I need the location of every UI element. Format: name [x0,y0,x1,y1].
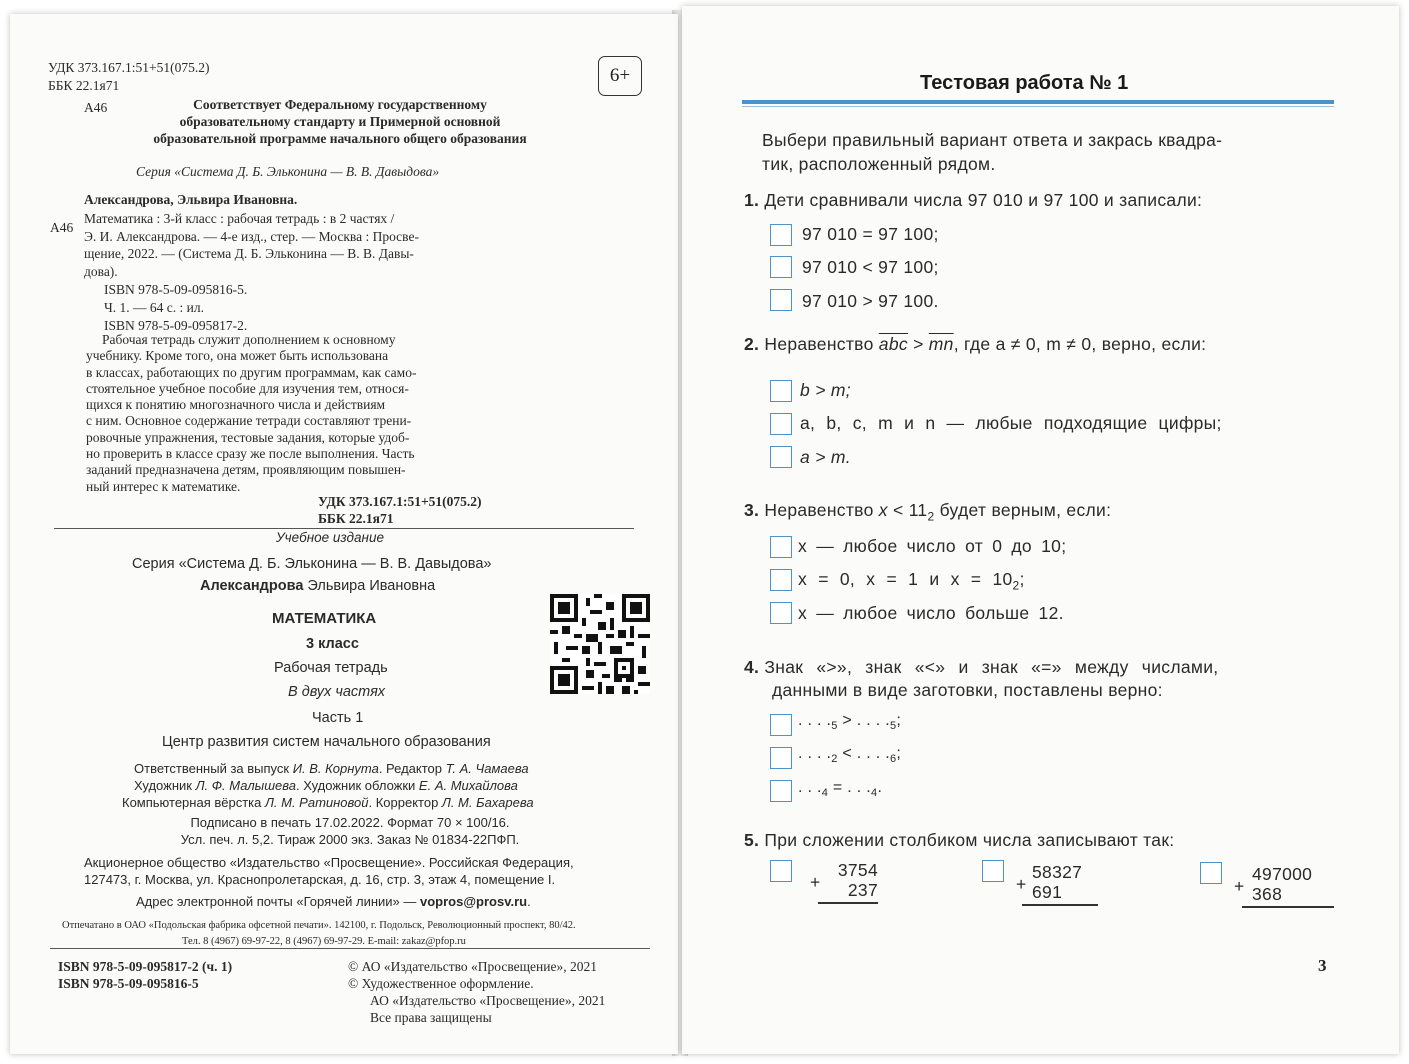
isbn-full: ISBN 978-5-09-095816-5. [104,282,248,297]
answer-checkbox[interactable] [770,602,792,624]
annotation-line: но проверить в классе сразу же после выполнения. Часть [86,446,415,462]
page-number: 3 [1318,956,1327,975]
copyright-line: АО «Издательство «Просвещение», 2021 [370,993,606,1008]
standard-line: Соответствует Федеральному государственному [193,97,487,112]
publisher-address [84,854,574,888]
annotation-line: с ним. Основное содержание тетради составляют трени- [86,413,412,429]
series-name: Серия «Система Д. Б. Эльконина — В. В. Давыдова» [132,556,492,572]
answer-checkbox[interactable] [770,780,792,802]
book-type: Рабочая тетрадь [274,660,388,676]
addend: 691 [1032,882,1063,902]
answer-checkbox[interactable] [982,860,1004,882]
intro-text [762,128,1222,176]
answer-checkbox[interactable] [770,289,792,311]
number-abc: $\overline{abc}$ [878,334,908,354]
bbk-code-bottom: ББК 22.1я71 [318,511,394,526]
question-4: 4. Знак «>», знак «<» и знак «=» между числами, данными в виде заготовки, поставлены верно: [744,657,1219,700]
question-4-line: Знак «>», знак «<» и знак «=» между числами, [764,657,1219,677]
biblio-line: Э. И. Александрова. — 4-е изд., стер. — Москва : Просве- [84,228,419,244]
print-line: Усл. печ. л. 5,2. Тираж 2000 экз. Заказ № 01834-22ПФП. [180,832,520,847]
standard-line: образовательной программе начального общего образования [153,131,527,146]
divider [50,948,650,949]
age-rating-badge: 6+ [598,56,642,96]
qr-code-icon[interactable] [550,592,650,696]
title-underline [742,100,1334,104]
part-number: Часть 1 [312,710,364,726]
annotation-line: стоятельное учебное пособие для изучения тем, относя- [86,380,409,396]
question-1-text: Дети сравнивали числа 97 010 и 97 100 и записали: [764,190,1203,210]
part-pages: Ч. 1. — 64 с. : ил. [104,300,204,315]
left-page-imprint [10,14,678,1054]
sum-line [1242,906,1334,908]
q4-option-3: . . $._4$ = . . $._4$. [798,779,883,800]
author-name [200,578,435,594]
annotation-line: учебнику. Кроме того, она может быть использована [86,348,389,364]
parts-count: В двух частях [288,684,386,700]
isbn-footer [58,958,232,992]
credit-line: Художник Л. Ф. Малышева. Художник обложки Е. А. Михайлова [134,778,518,793]
udk-code-bottom: УДК 373.167.1:51+51(075.2) [318,494,482,509]
q1-option-3: 97 010 > 97 100. [802,291,939,311]
plus-sign: + [810,872,821,892]
q1-option-1: 97 010 = 97 100; [802,224,939,244]
series-italic: Серия «Система Д. Б. Эльконина — В. В. Давыдова» [136,164,440,179]
question-4-line: данными в виде заготовки, поставлены верно: [772,680,1163,700]
question-2: 2. Неравенство $\overline{abc} > \overline{mn}$, где a ≠ 0, m ≠ 0, верно, если: [744,334,1207,354]
answer-checkbox[interactable] [770,256,792,278]
title-underline-thin [742,106,1334,107]
intro-line: тик, расположенный рядом. [762,154,996,174]
q1-option-2: 97 010 < 97 100; [802,257,939,277]
copyright-line: © АО «Издательство «Просвещение», 2021 [348,959,597,974]
isbn-part: ISBN 978-5-09-095817-2. [104,318,248,333]
publisher-line: 127473, г. Москва, ул. Краснопролетарская, д. 16, стр. 3, этаж 4, помещение I. [84,872,556,887]
email-link[interactable]: vopros@prosv.ru [420,894,528,909]
test-title: Тестовая работа № 1 [920,72,1129,94]
question-5-text: При сложении столбиком числа записывают так: [764,830,1175,850]
author-last-name: Александрова [200,578,304,594]
question-5: 5. При сложении столбиком числа записывают так: [744,830,1175,850]
biblio-line: щение, 2022. — (Система Д. Б. Эльконина — В. В. Давы- [84,246,414,261]
sum-2 [1032,862,1102,902]
plus-sign: + [1016,874,1027,894]
annotation-line: Рабочая тетрадь служит дополнением к основному [102,332,396,347]
answer-checkbox[interactable] [770,224,792,246]
publisher-line: Акционерное общество «Издательство «Просвещение». Российская Федерация, [84,855,574,870]
print-info [130,814,570,848]
addend: 237 [847,880,878,900]
answer-checkbox[interactable] [770,569,792,591]
question-1: 1. Дети сравнивали числа 97 010 и 97 100 и записали: [744,190,1203,210]
q3-option-1: x — любое число от 0 до 10; [798,536,1067,556]
question-3: 3. Неравенство $x < 11_2$ будет верным, если: [744,500,1112,524]
intro-line: Выбери правильный вариант ответа и закрась квадра- [762,130,1223,150]
credit-line: Компьютерная вёрстка Л. М. Ратиновой. Корректор Л. М. Бахарева [122,795,534,810]
center-name: Центр развития систем начального образования [162,734,491,750]
standard-line: образовательному стандарту и Примерной основной [179,114,501,129]
printer-line: Тел. 8 (4967) 69-97-22, 8 (4967) 69-97-29. E-mail: zakaz@pfop.ru [182,936,466,947]
credit-line: Ответственный за выпуск И. В. Корнута. Редактор Т. А. Чамаева [134,761,529,776]
answer-checkbox[interactable] [770,380,792,402]
q4-option-1: . . . $._5$ > . . . $._5$; [798,712,902,733]
annotation-line: заданий предназначена детям, проявляющим повышен- [86,462,406,478]
q2-option-1: b > m; [800,380,851,400]
q4-option-2: . . . $._2$ < . . . $._6$; [798,745,902,766]
isbn-footer-line: ISBN 978-5-09-095817-2 (ч. 1) [58,959,233,974]
copyright-line: © Художественное оформление. [348,976,534,991]
answer-checkbox[interactable] [770,860,792,882]
q2-option-3: a > m. [800,447,851,467]
bbk-code: ББК 22.1я71 [48,78,120,93]
printer-line: Отпечатано в ОАО «Подольская фабрика офсетной печати». 142100, г. Подольск, Революционный проспект, 80/42. [62,920,576,931]
annotation [86,332,514,495]
q3-option-2: x = 0, x = 1 и $x = 10_2$; [798,569,1025,593]
number-mn: $\overline{mn}$ [928,334,954,354]
credits [122,760,534,811]
sum-3 [1252,864,1332,904]
addend: 497000 [1252,864,1313,884]
answer-checkbox[interactable] [770,536,792,558]
answer-checkbox[interactable] [770,413,792,435]
edition-type: Учебное издание [276,530,384,545]
book-title: МАТЕМАТИКА [272,610,377,627]
sum-line [1022,904,1098,906]
right-page-test [682,6,1399,1054]
sum-line [818,902,878,904]
addend: 3754 [837,860,878,880]
annotation-line: щихся к понятию многозначного числа и действиям [86,397,386,413]
author-mark: А46 [84,100,108,115]
addend: 368 [1252,884,1283,904]
print-line: Подписано в печать 17.02.2022. Формат 70 × 100/16. [190,815,510,830]
biblio-line: дова). [84,263,118,279]
copyright-line: Все права защищены [370,1010,492,1025]
q2-option-2: a, b, c, m и n — любые подходящие цифры; [800,413,1222,433]
annotation-line: ровочные упражнения, тестовые задания, которые удоб- [86,429,410,445]
divider [54,528,634,529]
standard-compliance [130,96,550,147]
answer-checkbox[interactable] [770,747,792,769]
annotation-line: ный интерес к математике. [86,478,241,494]
grade: 3 класс [306,636,359,652]
copyright [348,958,605,1026]
annotation-line: в классах, работающих по другим программам, как само- [86,364,417,380]
printed-at [62,918,576,950]
biblio-line: Математика : 3-й класс : рабочая тетрадь : в 2 частях / [84,211,395,226]
answer-checkbox[interactable] [770,714,792,736]
biblio-mark: А46 [50,220,74,235]
plus-sign: + [1234,876,1245,896]
biblio-description [84,210,419,280]
answer-checkbox[interactable] [770,446,792,468]
isbn-footer-line: ISBN 978-5-09-095816-5 [58,976,199,991]
q3-option-3: x — любое число больше 12. [798,603,1064,623]
author-first-name: Эльвира Ивановна [303,578,436,594]
hotline-email: Адрес электронной почты «Горячей линии» — vopros@prosv.ru. [136,894,531,909]
biblio-author: Александрова, Эльвира Ивановна. [84,192,298,207]
answer-checkbox[interactable] [1200,862,1222,884]
addend: 58327 [1032,862,1083,882]
sum-1 [828,860,878,900]
udk-code: УДК 373.167.1:51+51(075.2) [48,60,210,75]
